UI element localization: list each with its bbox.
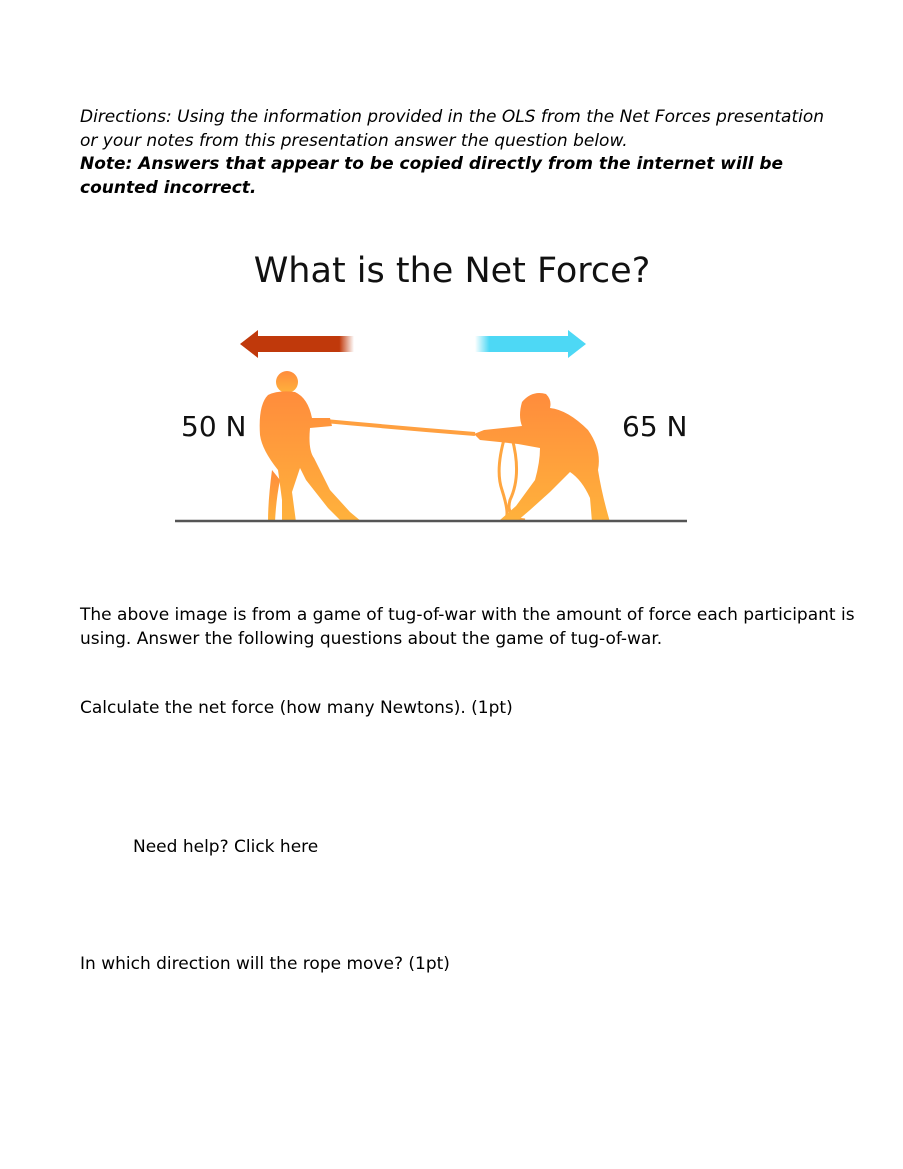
rope bbox=[325, 421, 475, 434]
right-arrow-icon bbox=[475, 330, 586, 358]
tug-of-war-illustration bbox=[150, 240, 730, 540]
note-text: Note: Answers that appear to be copied directly from the internet will be counted incorrect. bbox=[80, 154, 784, 198]
description-paragraph: The above image is from a game of tug-of-war with the amount of force each participant is using. Answer the following questions about the game of tug-of-war. bbox=[80, 605, 855, 649]
left-force-label: 50 N bbox=[181, 410, 247, 443]
question-net-force: Calculate the net force (how many Newtons). (1pt) bbox=[80, 698, 513, 718]
help-link[interactable]: Need help? Click here bbox=[133, 837, 319, 857]
right-force-label: 65 N bbox=[622, 410, 688, 443]
question-rope-direction: In which direction will the rope move? (1pt) bbox=[80, 954, 450, 974]
directions-block bbox=[80, 106, 840, 200]
figure-title: What is the Net Force? bbox=[253, 251, 651, 291]
right-person-silhouette bbox=[474, 393, 610, 522]
directions-text: Directions: Using the information provided in the OLS from the Net Forces presentation or your notes from this presentation answer the question below. bbox=[80, 107, 825, 151]
tug-of-war-figure bbox=[150, 240, 730, 540]
left-person-silhouette bbox=[260, 371, 362, 522]
left-arrow-icon bbox=[240, 330, 354, 358]
